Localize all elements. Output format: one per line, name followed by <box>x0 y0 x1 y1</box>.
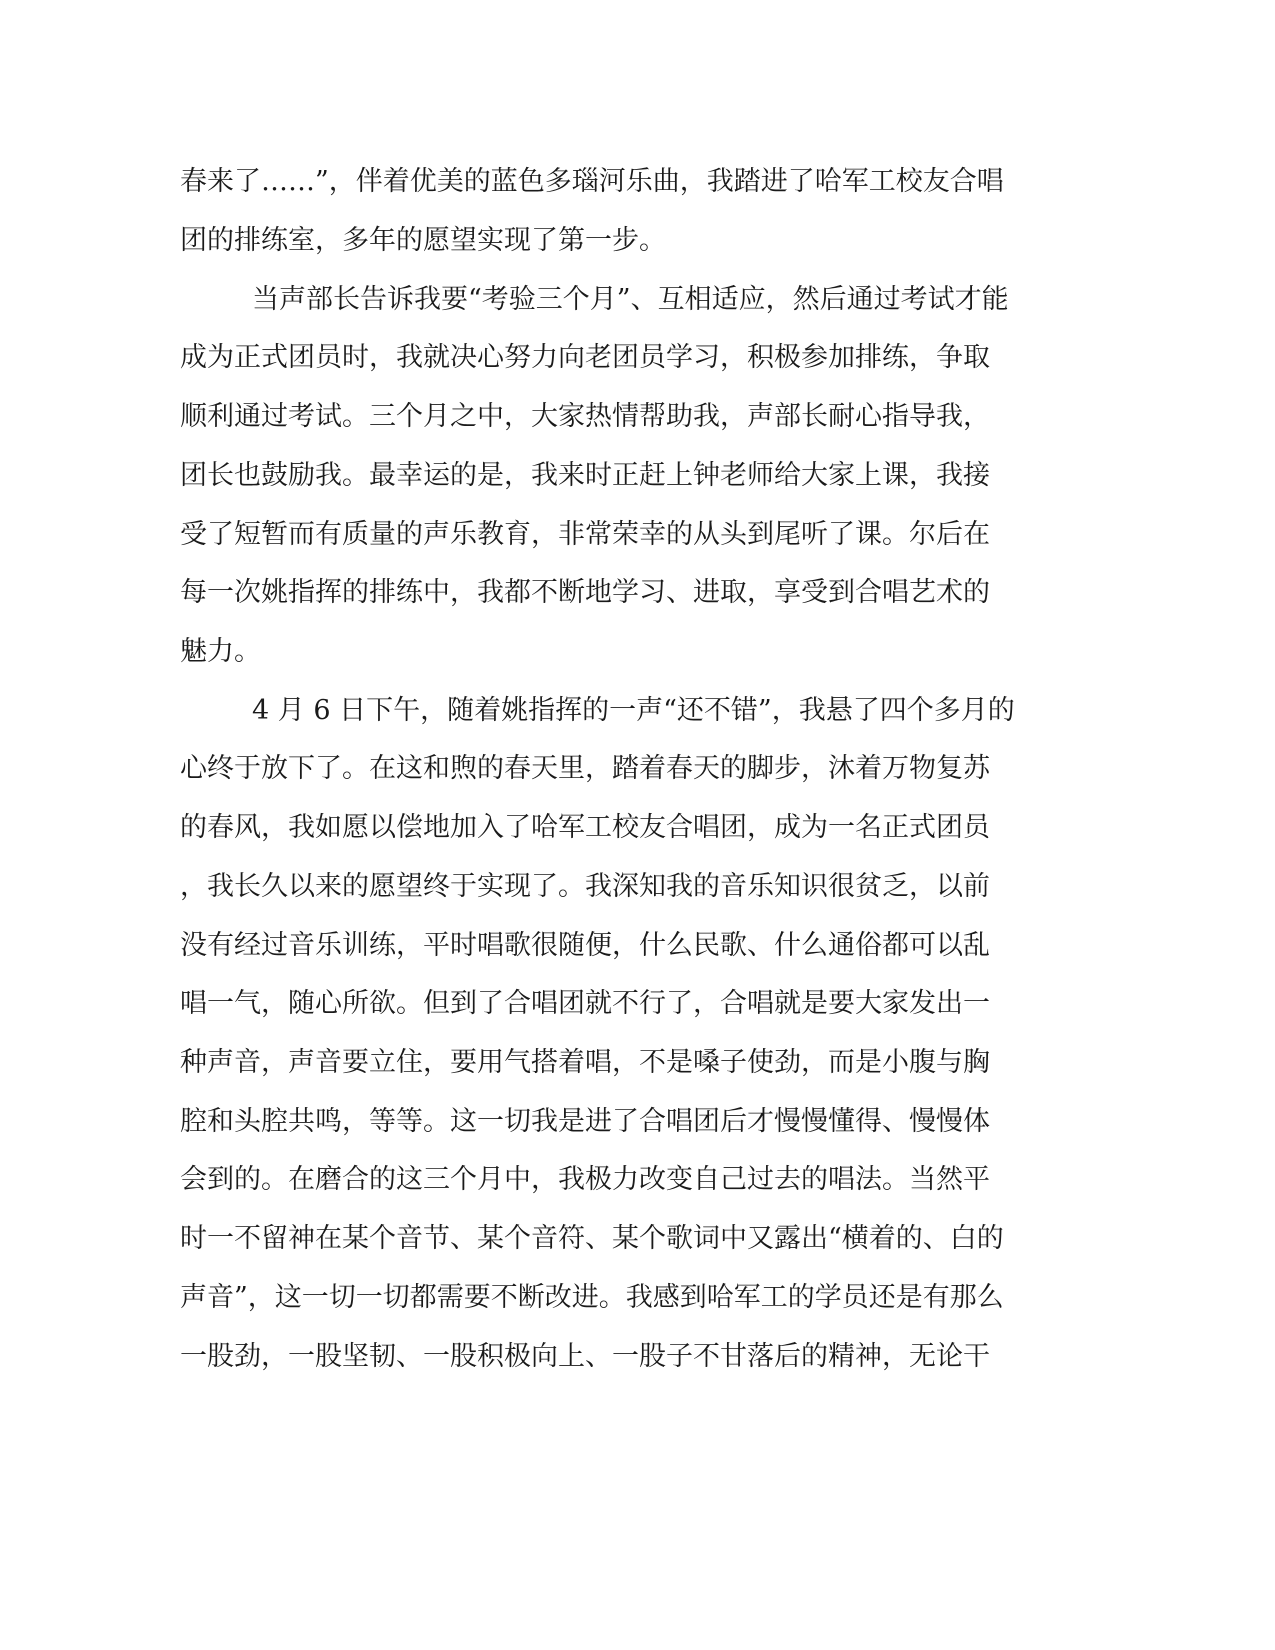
text-line: 魅力。 <box>180 636 261 667</box>
text-line: 时一不留神在某个音节、某个音符、某个歌词中又露出“横着的、白的 <box>180 1223 1004 1254</box>
text-line: 受了短暂而有质量的声乐教育，非常荣幸的从头到尾听了课。尔后在 <box>180 519 990 550</box>
text-line: 会到的。在磨合的这三个月中，我极力改变自己过去的唱法。当然平 <box>180 1164 990 1195</box>
text-line: 没有经过音乐训练，平时唱歌很随便，什么民歌、什么通俗都可以乱 <box>180 930 990 961</box>
text-line: 成为正式团员时，我就决心努力向老团员学习，积极参加排练，争取 <box>180 342 990 373</box>
paragraph-first-line: 4 月 6 日下午，随着姚指挥的一声“还不错”，我悬了四个多月的 <box>252 695 1015 726</box>
text-line: 每一次姚指挥的排练中，我都不断地学习、进取，享受到合唱艺术的 <box>180 577 990 608</box>
paragraph-first-line: 当声部长告诉我要“考验三个月”、互相适应，然后通过考试才能 <box>252 284 1009 315</box>
text-line: 腔和头腔共鸣，等等。这一切我是进了合唱团后才慢慢懂得、慢慢体 <box>180 1106 990 1137</box>
text-line: 心终于放下了。在这和煦的春天里，踏着春天的脚步，沐着万物复苏 <box>180 753 990 784</box>
text-line: 团长也鼓励我。最幸运的是，我来时正赶上钟老师给大家上课，我接 <box>180 460 990 491</box>
text-line: 春来了……”，伴着优美的蓝色多瑙河乐曲，我踏进了哈军工校友合唱 <box>180 166 1004 197</box>
text-line: 的春风，我如愿以偿地加入了哈军工校友合唱团，成为一名正式团员 <box>180 812 990 843</box>
text-line: ，我长久以来的愿望终于实现了。我深知我的音乐知识很贫乏，以前 <box>180 871 990 902</box>
text-line: 种声音，声音要立住，要用气搭着唱，不是嗓子使劲，而是小腹与胸 <box>180 1047 990 1078</box>
text-line: 声音”，这一切一切都需要不断改进。我感到哈军工的学员还是有那么 <box>180 1282 1004 1313</box>
text-line: 一股劲，一股坚韧、一股积极向上、一股子不甘落后的精神，无论干 <box>180 1341 990 1372</box>
text-line: 团的排练室，多年的愿望实现了第一步。 <box>180 225 666 256</box>
text-line: 唱一气，随心所欲。但到了合唱团就不行了，合唱就是要大家发出一 <box>180 988 990 1019</box>
text-line: 顺利通过考试。三个月之中，大家热情帮助我，声部长耐心指导我， <box>180 401 990 432</box>
